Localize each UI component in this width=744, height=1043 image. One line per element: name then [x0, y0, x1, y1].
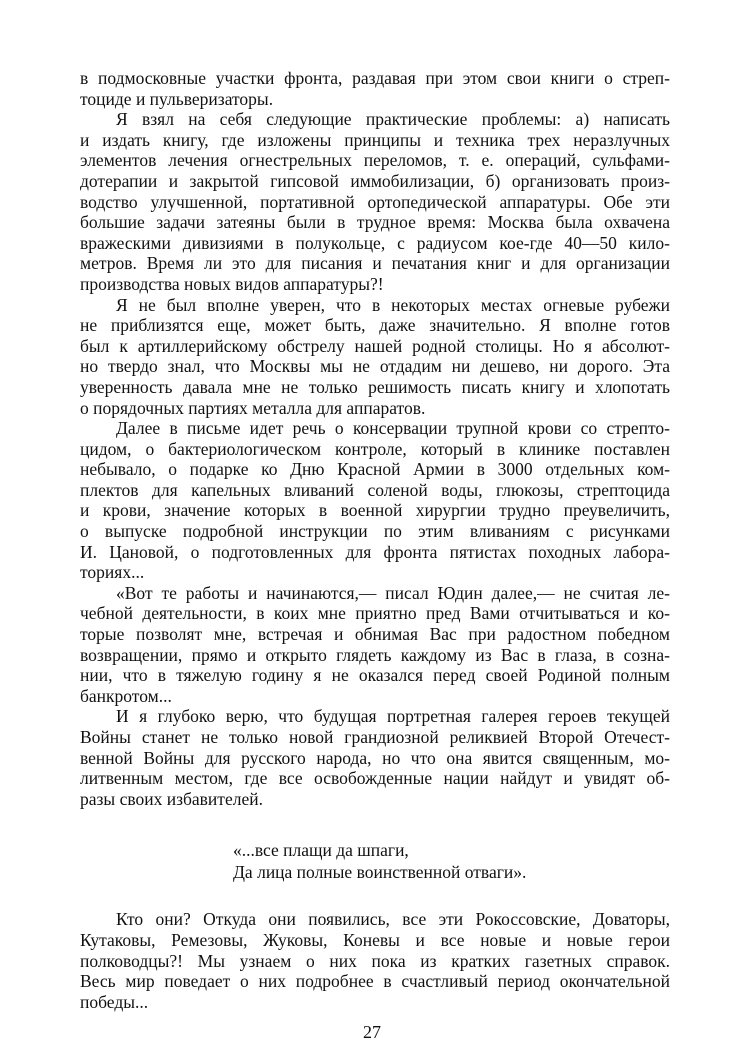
text-line: нии, что в тяжелую годину я не оказался перед своей Родиной полным: [80, 665, 670, 686]
text-line: вражескими дивизиями в полукольце, с радиусом кое-где 40—50 кило-: [80, 232, 670, 253]
paragraph: [80, 583, 670, 707]
text-line: полководцы?! Мы узнаем о них пока из кратких газетных справок.: [80, 950, 670, 971]
text-line: водство улучшенной, портативной ортопедической аппаратуры. Обе эти: [80, 191, 670, 212]
text-line: и крови, значение которых в военной хирургии трудно преувеличить,: [80, 500, 670, 521]
text-line: в подмосковные участки фронта, раздавая при этом свои книги о стреп-: [80, 68, 670, 88]
text-line: «Вот те работы и начинаются,— писал Юдин далее,— не считая ле-: [116, 582, 670, 603]
text-line: венной Войны для русского народа, но что она явится священным, мо-: [80, 747, 670, 768]
verse-line: «...все плащи да шпаги,: [233, 840, 409, 861]
text-line: плектов для капельных вливаний соленой воды, глюкозы, стрептоцида: [80, 479, 670, 500]
text-line: большие задачи затеяны были в трудное время: Москва была охвачена: [80, 212, 670, 233]
text-line: Я взял на себя следующие практические проблемы: а) написать: [116, 109, 670, 130]
text-line: Далее в письме идет речь о консервации трупной крови со стрепто-: [116, 418, 670, 439]
text-line: элементов лечения огнестрельных переломов, т. е. операций, сульфами-: [80, 150, 670, 171]
text-line: небывало, о подарке ко Дню Красной Армии в 3000 отдельных ком-: [80, 459, 670, 480]
text-line: метров. Время ли это для писания и печатания книг и для организации: [80, 253, 670, 274]
paragraph: [80, 295, 670, 419]
text-line: Кутаковы, Ремезовы, Жуковы, Коневы и все новые и новые герои: [80, 929, 670, 950]
page-body: [80, 68, 670, 809]
text-line: и издать книгу, где изложены принципы и техника трех неразлучных: [80, 129, 670, 150]
text-line: но твердо знал, что Москвы мы не отдадим ни дешево, ни дорого. Эта: [80, 356, 670, 377]
text-line: был к артиллерийскому обстрелу нашей родной столицы. Но я абсолют-: [80, 335, 670, 356]
text-line: цидом, о бактериологическом контроле, который в клинике поставлен: [80, 438, 670, 459]
text-line: о выпуске подробной инструкции по этим вливаниям с рисунками: [80, 521, 670, 542]
paragraph: [80, 706, 670, 809]
page-number: 27: [363, 1022, 381, 1043]
text-line: Войны станет не только новой грандиозной реликвией Второй Отечест-: [80, 727, 670, 747]
text-line: Весь мир поведает о них подробнее в счастливый период окончательной: [80, 971, 670, 992]
text-line: банкротом...: [80, 685, 172, 706]
closing-paragraph: [80, 909, 670, 1012]
text-line: разы своих избавителей.: [80, 788, 263, 809]
text-line: торые позволят мне, встречая и обнимая Вас при радостном победном: [80, 624, 670, 645]
text-line: ториях...: [80, 562, 145, 583]
paragraph: [80, 68, 670, 109]
verse-quote: [80, 839, 670, 883]
text-line: тоциде и пульверизаторы.: [80, 88, 274, 109]
paragraph: [80, 909, 670, 1012]
text-line: литвенным местом, где все освобожденные нации найдут и увидят об-: [80, 768, 670, 789]
text-line: И. Цановой, о подготовленных для фронта пятистах походных лабора-: [80, 541, 670, 562]
text-line: чебной деятельности, в коих мне приятно пред Вами отчитываться и ко-: [80, 603, 670, 624]
text-line: Я не был вполне уверен, что в некоторых местах огневые рубежи: [116, 294, 670, 315]
text-line: И я глубоко верю, что будущая портретная галерея героев текущей: [116, 706, 670, 727]
text-line: возвращении, прямо и открыто глядеть каждому из Вас в глаза, в созна-: [80, 644, 670, 665]
paragraph: [80, 418, 670, 583]
text-line: уверенность давала мне не только решимость писать книгу и хлопотать: [80, 376, 670, 397]
text-line: дотерапии и закрытой гипсовой иммобилизации, б) организовать произ-: [80, 170, 670, 191]
text-line: о порядочных партиях металла для аппаратов.: [80, 397, 426, 418]
verse-line: Да лица полные воинственной отваги».: [233, 862, 527, 883]
text-line: не приблизятся еще, может быть, даже значительно. Я вполне готов: [80, 315, 670, 336]
text-line: победы...: [80, 991, 149, 1012]
page-flow: [80, 68, 670, 1043]
text-line: Кто они? Откуда они появились, все эти Рокоссовские, Доваторы,: [116, 909, 670, 930]
paragraph: [80, 109, 670, 294]
text-line: производства новых видов аппаратуры?!: [80, 273, 384, 294]
